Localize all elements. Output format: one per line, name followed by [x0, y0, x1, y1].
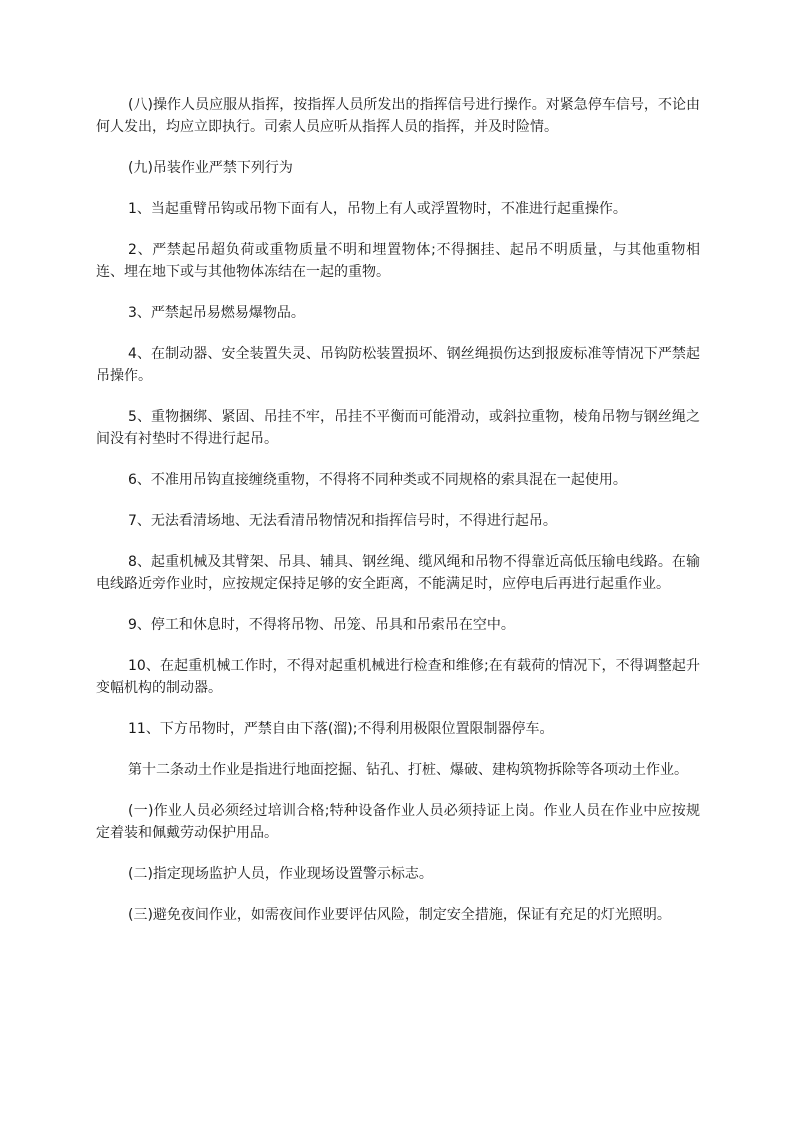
paragraph-8-command-obedience: (八)操作人员应服从指挥，按指挥人员所发出的指挥信号进行操作。对紧急停车信号，不论由何人发出，均应立即执行。司索人员应听从指挥人员的指挥，并及时险情。: [96, 97, 700, 135]
list-item-2: 2、严禁起吊超负荷或重物质量不明和埋置物体;不得捆挂、起吊不明质量，与其他重物相连、埋在地下或与其他物体冻结在一起的重物。: [96, 242, 700, 280]
document-page: [96, 94, 700, 945]
list-item-1: 1、当起重臂吊钩或吊物下面有人，吊物上有人或浮置物时，不准进行起重操作。: [128, 201, 627, 217]
article-12-excavation: 第十二条动土作业是指进行地面挖掘、钻孔、打桩、爆破、建构筑物拆除等各项动土作业。: [128, 762, 688, 778]
list-item-7: 7、无法看清场地、无法看清吊物情况和指挥信号时，不得进行起吊。: [128, 513, 557, 529]
paragraph-9-prohibited-actions-heading: (九)吊装作业严禁下列行为: [128, 160, 293, 176]
subsection-1-training: (一)作业人员必须经过培训合格;特种设备作业人员必须持证上岗。作业人员在作业中应按规定着装和佩戴劳动保护用品。: [96, 803, 700, 841]
list-item-9: 9、停工和休息时，不得将吊物、吊笼、吊具和吊索吊在空中。: [128, 617, 515, 633]
list-item-10: 10、在起重机械工作时，不得对起重机械进行检查和维修;在有载荷的情况下，不得调整起升变幅机构的制动器。: [96, 658, 700, 696]
list-item-6: 6、不准用吊钩直接缠绕重物，不得将不同种类或不同规格的索具混在一起使用。: [128, 472, 627, 488]
subsection-2-supervision: (二)指定现场监护人员，作业现场设置警示标志。: [128, 866, 433, 882]
list-item-11: 11、下方吊物时，严禁自由下落(溜);不得利用极限位置限制器停车。: [128, 721, 554, 737]
subsection-3-night-work: (三)避免夜间作业，如需夜间作业要评估风险，制定安全措施，保证有充足的灯光照明。: [128, 907, 671, 923]
list-item-4: 4、在制动器、安全装置失灵、吊钩防松装置损坏、钢丝绳损伤达到报废标准等情况下严禁起吊操作。: [96, 346, 700, 384]
list-item-3: 3、严禁起吊易燃易爆物品。: [128, 305, 305, 321]
list-item-5: 5、重物捆绑、紧固、吊挂不牢，吊挂不平衡而可能滑动，或斜拉重物，棱角吊物与钢丝绳之间没有衬垫时不得进行起吊。: [96, 409, 700, 447]
list-item-8: 8、起重机械及其臂架、吊具、辅具、钢丝绳、缆风绳和吊物不得靠近高低压输电线路。在输电线路近旁作业时，应按规定保持足够的安全距离，不能满足时，应停电后再进行起重作业。: [96, 554, 700, 592]
